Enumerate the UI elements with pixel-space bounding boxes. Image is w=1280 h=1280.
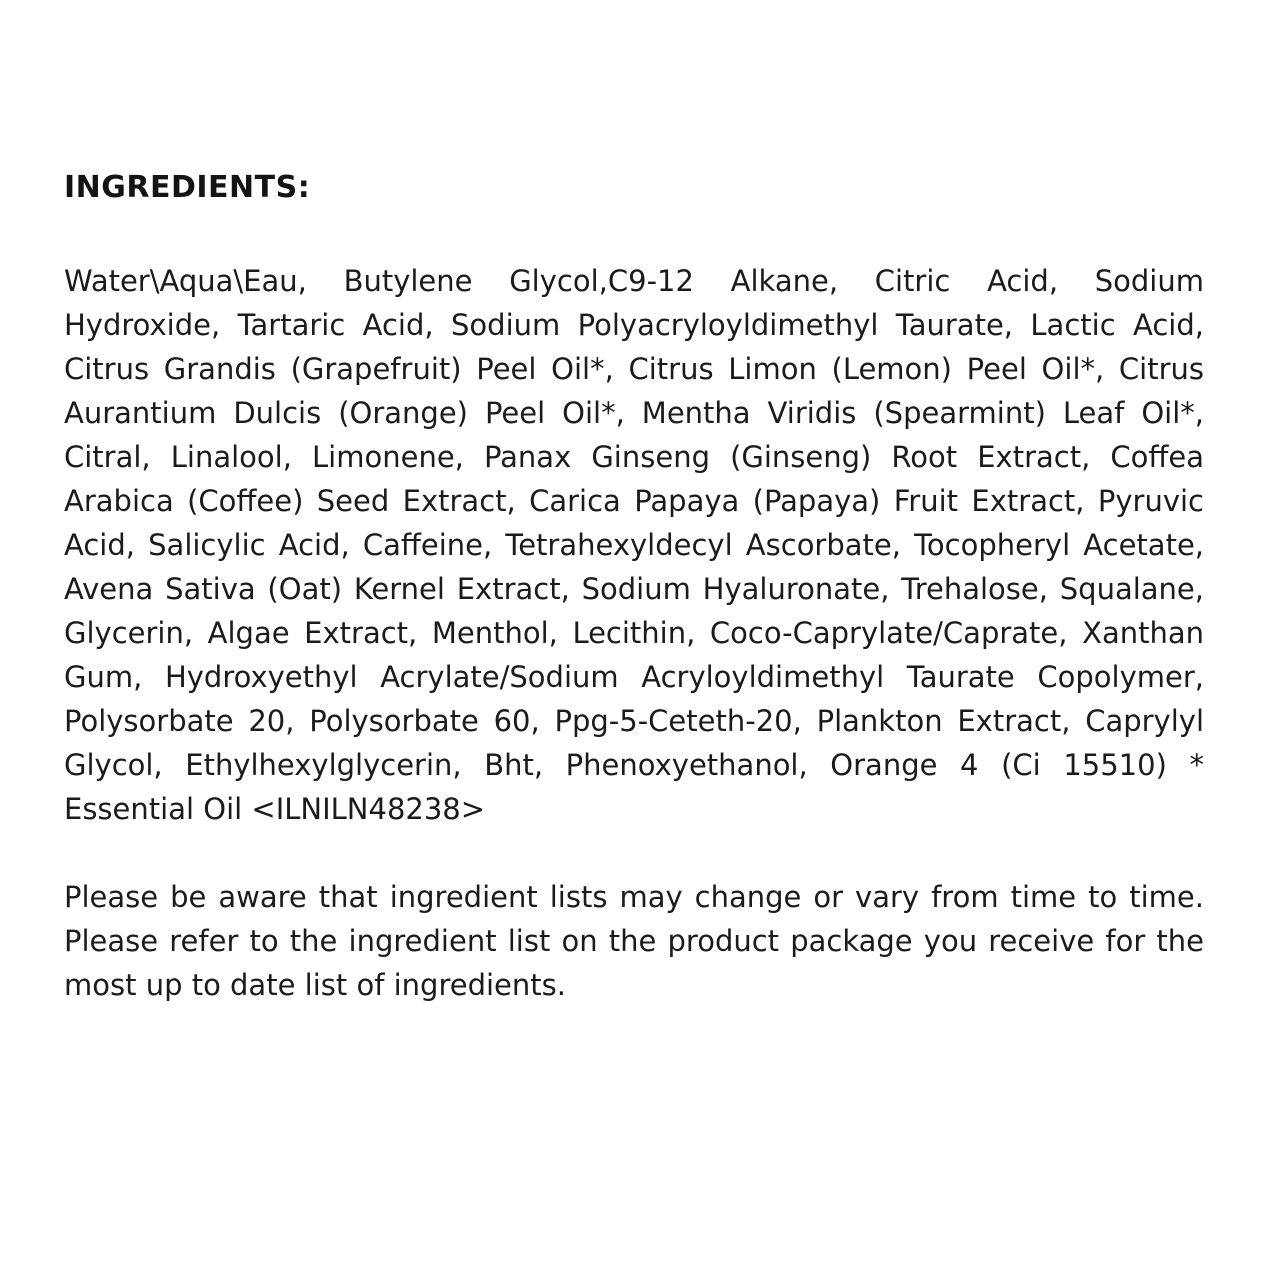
ingredients-heading: INGREDIENTS:: [64, 170, 311, 205]
ingredients-list-paragraph: Water\Aqua\Eau, Butylene Glycol,C9-12 Alkane, Citric Acid, Sodium Hydroxide, Tartaric Acid, Sodium Polyacryloyldimethyl Taurate, Lactic Acid, Citrus Grandis (Grapefruit) Peel Oil*, Citrus Limon (Lemon) Peel Oil*, Citrus Aurantium Dulcis (Orange) Peel Oil*, Mentha Viridis (Spearmint) Leaf Oil*, Citral, Linalool, Limonene, Panax Ginseng (Ginseng) Root Extract, Coffea Arabica (Coffee) Seed Extract, Carica Papaya (Papaya) Fruit Extract, Pyruvic Acid, Salicylic Acid, Caffeine, Tetrahexyldecyl Ascorbate, Tocopheryl Acetate, Avena Sativa (Oat) Kernel Extract, Sodium Hyaluronate, Trehalose, Squalane, Glycerin, Algae Extract, Menthol, Lecithin, Coco-Caprylate/Caprate, Xanthan Gum, Hydroxyethyl Acrylate/Sodium Acryloyldimethyl Taurate Copolymer, Polysorbate 20, Polysorbate 60, Ppg-5-Ceteth-20, Plankton Extract, Caprylyl Glycol, Ethylhexylglycerin, Bht, Phenoxyethanol, Orange 4 (Ci 15510) * Essential Oil <ILNILN48238>: [64, 264, 1204, 826]
ingredients-disclaimer-paragraph: Please be aware that ingredient lists may change or vary from time to time. Please refer to the ingredient list on the product package you receive for the most up to date list of ingredients.: [64, 880, 1204, 1002]
ingredients-section: [64, 170, 1204, 1007]
